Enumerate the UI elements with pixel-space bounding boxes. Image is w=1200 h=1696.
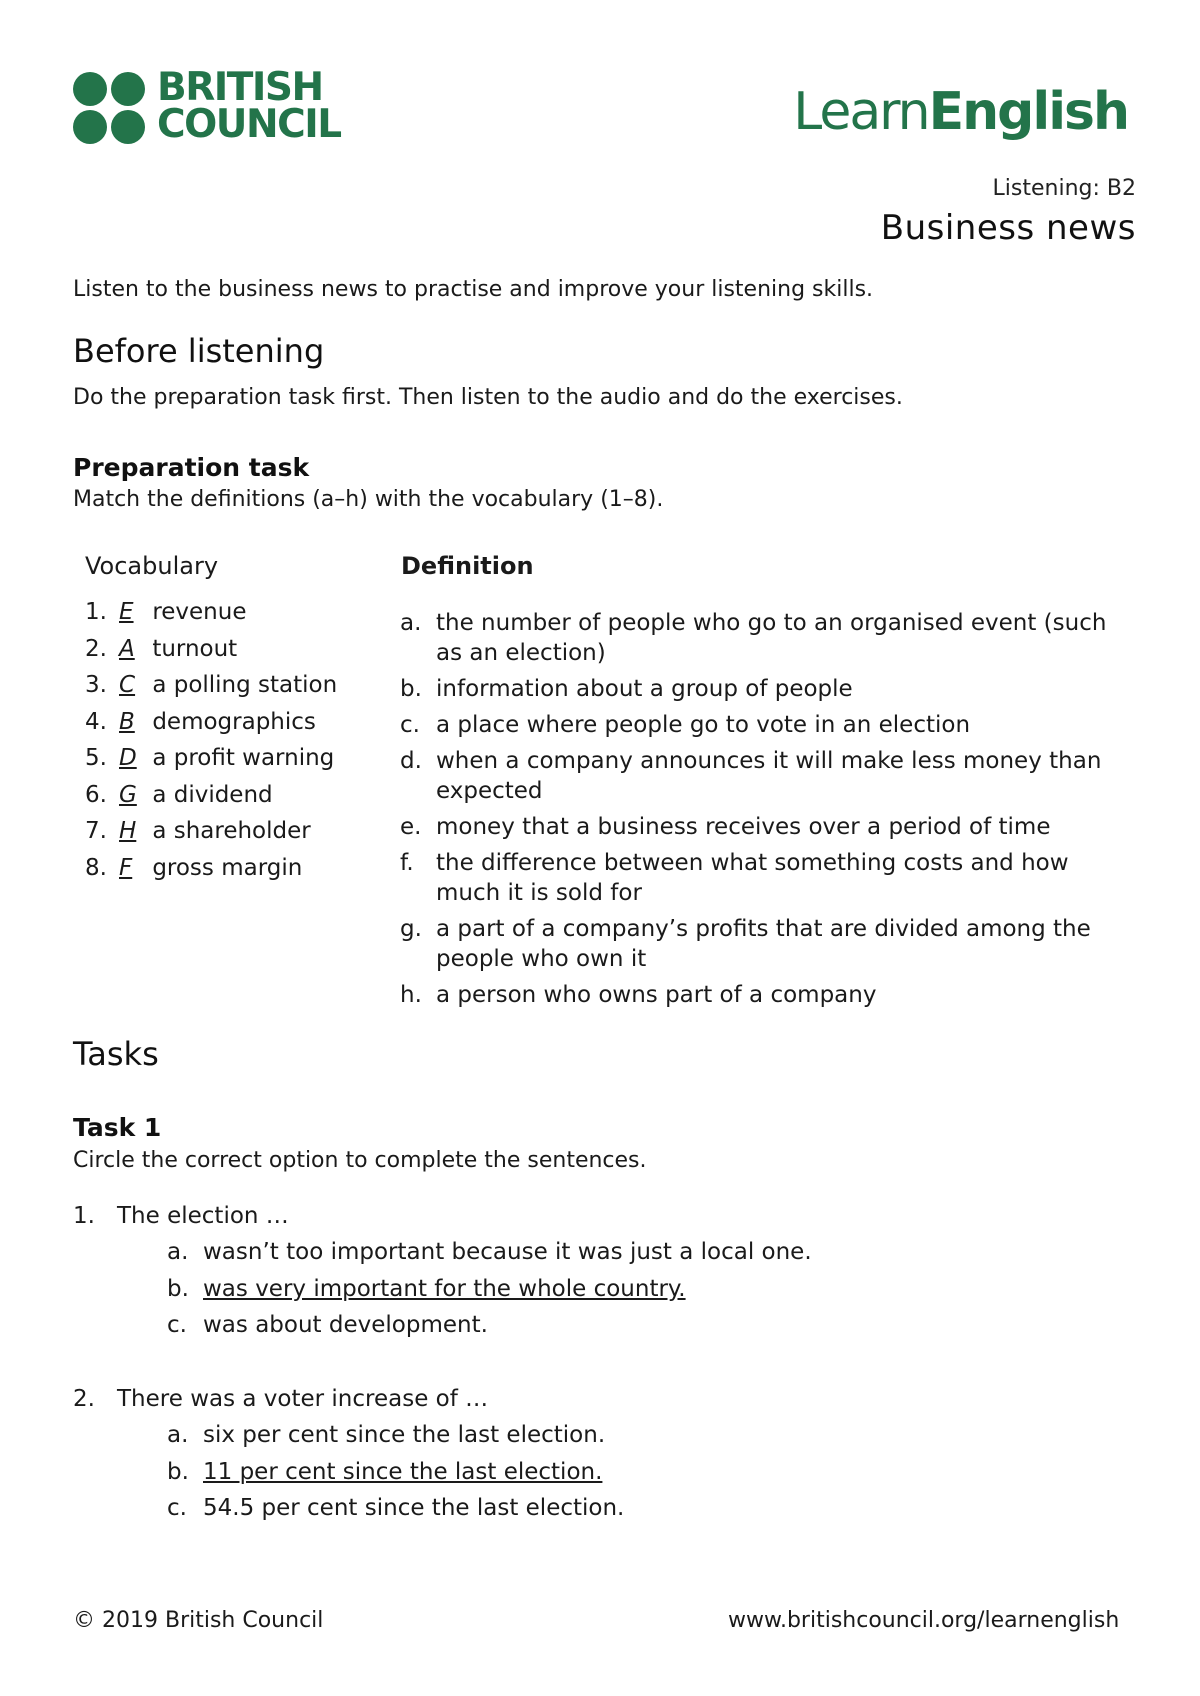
definition-text: information about a group of people [436,676,853,702]
vocab-number: 1. [85,599,107,625]
option-letter: b. [167,1458,189,1485]
definition-letter: c. [400,712,420,738]
option-text: 11 per cent since the last election. [203,1458,603,1485]
definition-letter: g. [400,916,422,942]
vocab-answer: A [119,635,135,662]
vocab-answer: F [119,854,133,881]
option[interactable] [167,1307,812,1344]
vocab-answer: H [119,818,137,844]
vocab-number: 5. [85,745,107,771]
definition-letter: b. [400,676,422,702]
option-text: 54.5 per cent since the last election. [203,1495,625,1521]
logo-line-1: BRITISH [157,65,323,110]
vocab-item [85,813,337,850]
vocab-term: gross margin [152,854,303,881]
vocab-item [85,740,337,777]
definition-letter: d. [400,748,422,774]
definition-letter: f. [400,850,414,876]
definition-letter: e. [400,814,422,840]
option-letter: b. [167,1275,189,1302]
vocab-answer: E [119,599,134,625]
definition-item [400,710,1120,740]
vocab-number: 2. [85,635,107,662]
definition-letter: h. [400,982,422,1008]
option[interactable] [167,1417,624,1454]
definition-text: the number of people who go to an organised event (such as an election) [436,610,1107,666]
before-listening-text: Do the preparation task first. Then listen to the audio and do the exercises. [73,385,903,410]
question-1-options [167,1234,812,1344]
vocab-item [85,631,337,668]
option-letter: a. [167,1239,189,1265]
definition-text: the difference between what something costs and how much it is sold for [436,850,1069,906]
vocab-term: a polling station [152,672,338,698]
question-stem: There was a voter increase of … [117,1386,489,1412]
definition-text: a place where people go to vote in an election [436,712,971,738]
option-text: was very important for the whole country. [203,1275,686,1302]
vocab-item [85,704,337,741]
definition-item [400,812,1120,842]
vocab-term: turnout [152,635,238,662]
option-selected[interactable] [167,1271,812,1308]
logo-learn: Learn [793,82,929,142]
vocab-term: revenue [152,599,247,625]
definition-text: when a company announces it will make less money than expected [436,748,1102,804]
vocab-answer: G [119,781,137,808]
vocab-answer: D [119,745,137,771]
vocab-number: 6. [85,781,107,808]
vocab-number: 3. [85,672,107,698]
vocab-term: a dividend [152,781,273,808]
definition-item [400,674,1120,704]
vocabulary-list [85,594,337,886]
vocab-number: 7. [85,818,107,844]
british-council-wordmark [157,65,341,147]
tasks-heading: Tasks [73,1035,159,1073]
question-number: 2. [73,1386,95,1412]
logo-english: English [928,82,1128,142]
definition-text: a person who owns part of a company [436,982,877,1008]
definition-letter: a. [400,610,422,636]
option-text: wasn’t too important because it was just a local one. [203,1239,812,1265]
definition-text: money that a business receives over a period of time [436,814,1051,840]
vocab-number: 8. [85,854,107,881]
british-council-dots-icon [73,72,147,144]
option-selected[interactable] [167,1454,624,1491]
option-text: six per cent since the last election. [203,1422,606,1448]
question-number: 1. [73,1203,95,1229]
option[interactable] [167,1234,812,1271]
question-2 [73,1386,488,1412]
option-text: was about development. [203,1312,488,1338]
definition-item [400,848,1120,908]
before-listening-heading: Before listening [73,332,325,370]
vocab-answer: C [119,672,136,698]
definition-item [400,914,1120,974]
footer-url-link[interactable]: www.britishcouncil.org/learnenglish [728,1608,1120,1633]
definition-item [400,746,1120,806]
vocab-item [85,777,337,814]
vocab-term: a shareholder [152,818,311,844]
task-1-heading: Task 1 [73,1113,162,1142]
option-letter: c. [167,1312,187,1338]
preparation-task-heading: Preparation task [73,453,310,482]
preparation-task-instruction: Match the definitions (a–h) with the vocabulary (1–8). [73,487,664,512]
vocabulary-header: Vocabulary [85,552,219,580]
vocab-item [85,850,337,887]
definition-list [400,608,1120,1016]
option-letter: c. [167,1495,187,1521]
logo-line-2: COUNCIL [157,102,341,147]
option-letter: a. [167,1422,189,1448]
definition-text: a part of a company’s profits that are divided among the people who own it [436,916,1091,972]
vocab-number: 4. [85,708,107,735]
vocab-item [85,667,337,704]
page-title: Business news [880,208,1136,248]
task-1-instruction: Circle the correct option to complete the sentences. [73,1148,647,1173]
option[interactable] [167,1490,624,1527]
vocab-term: a profit warning [152,745,335,771]
definition-item [400,608,1120,668]
footer-copyright: © 2019 British Council [73,1608,324,1633]
question-stem: The election … [117,1203,289,1229]
vocab-item [85,594,337,631]
level-label: Listening: B2 [992,176,1136,201]
definition-header: Definition [401,552,534,580]
definition-item [400,980,1120,1010]
intro-text: Listen to the business news to practise and improve your listening skills. [73,277,874,302]
vocab-term: demographics [152,708,316,735]
question-1 [73,1203,289,1229]
learnenglish-logo [793,82,1128,142]
question-2-options [167,1417,624,1527]
vocab-answer: B [119,708,135,735]
